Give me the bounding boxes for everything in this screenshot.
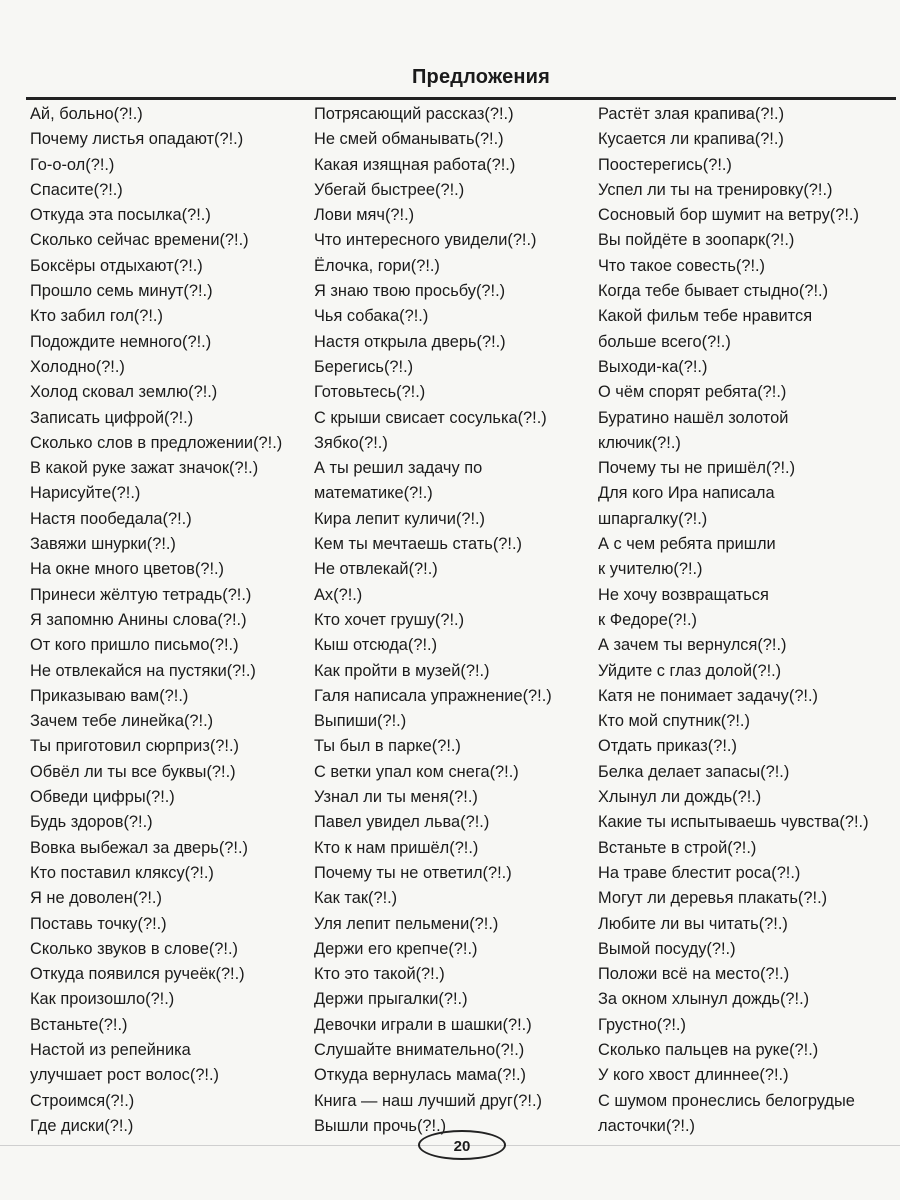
sentence-line: Боксёры отдыхают(?!.) [30,256,203,275]
sentence-line: Будь здоров(?!.) [30,813,153,832]
sentence-line: улучшает рост волос(?!.) [30,1066,219,1085]
page-header [26,62,896,102]
sentence-line: На окне много цветов(?!.) [30,560,225,579]
sentence-line: Сколько звуков в слове(?!.) [30,939,238,958]
sentence-line: Готовьтесь(?!.) [314,383,426,402]
sentence-line: Любите ли вы читать(?!.) [598,914,788,933]
sentence-line: Кира лепит куличи(?!.) [314,509,486,528]
sentence-line: Как так(?!.) [314,889,398,908]
sentence-line: С крыши свисает сосулька(?!.) [314,408,547,427]
sentence-line: к учителю(?!.) [598,560,703,579]
sentence-line: От кого пришло письмо(?!.) [30,636,239,655]
sentence-line: Ты был в парке(?!.) [314,737,461,756]
sentence-line: Какой фильм тебе нравится [598,307,813,326]
sentence-line: Уйдите с глаз долой(?!.) [598,661,782,680]
sentence-line: Уля лепит пельмени(?!.) [314,914,499,933]
sentence-line: Кто мой спутник(?!.) [598,712,750,731]
sentence-line: ключик(?!.) [598,433,681,452]
sentence-line: Сколько слов в предложении(?!.) [30,433,283,452]
sentence-line: больше всего(?!.) [598,332,731,351]
sentence-column-2 [314,102,584,1139]
sentence-line: Грустно(?!.) [598,1015,686,1034]
sentence-line: Держи прыгалки(?!.) [314,990,468,1009]
sentence-line: Галя написала упражнение(?!.) [314,686,552,705]
sentence-line: Я запомню Анины слова(?!.) [30,610,247,629]
sentence-line: Потрясающий рассказ(?!.) [314,105,514,123]
sentence-line: Слушайте внимательно(?!.) [314,1040,525,1059]
sentence-line: Вовка выбежал за дверь(?!.) [30,838,248,857]
sentence-line: Катя не понимает задачу(?!.) [598,686,819,705]
sentence-line: Книга — наш лучший друг(?!.) [314,1091,542,1110]
sentence-line: А с чем ребята пришли [598,535,776,554]
sentence-column-1 [30,102,300,1139]
sentence-line: Павел увидел льва(?!.) [314,813,490,832]
sentence-line: Растёт злая крапива(?!.) [598,105,785,123]
header-rule [26,97,896,100]
page-footer [0,1128,900,1164]
sentence-line: математике(?!.) [314,484,433,503]
sentence-line: Кусается ли крапива(?!.) [598,130,784,149]
sentence-line: Не отвлекайся на пустяки(?!.) [30,661,256,680]
sentence-line: Откуда появился ручеёк(?!.) [30,965,245,984]
sentence-line: Что такое совесть(?!.) [598,256,766,275]
sentence-line: Какая изящная работа(?!.) [314,155,516,174]
sentence-line: Что интересного увидели(?!.) [314,231,537,250]
sentence-line: Как произошло(?!.) [30,990,175,1009]
sentence-line: Строимся(?!.) [30,1091,135,1110]
sentence-line: А зачем ты вернулся(?!.) [598,636,787,655]
sentence-line: Убегай быстрее(?!.) [314,180,465,199]
sentence-line: За окном хлынул дождь(?!.) [598,990,810,1009]
sentence-line: Лови мяч(?!.) [314,206,415,225]
sentence-line: Белка делает запасы(?!.) [598,762,790,781]
sentence-line: О чём спорят ребята(?!.) [598,383,787,402]
sentence-line: На траве блестит роса(?!.) [598,863,801,882]
sentence-line: Где диски(?!.) [30,1116,134,1135]
page-title: Предложения [411,66,551,88]
sentence-line: Приказываю вам(?!.) [30,686,189,705]
sentence-line: Берегись(?!.) [314,357,414,376]
sentence-line: Кто хочет грушу(?!.) [314,610,465,629]
sentence-line: Прошло семь минут(?!.) [30,282,213,301]
sentence-line: С шумом пронеслись белогрудые [598,1091,855,1110]
sentence-line: Когда тебе бывает стыдно(?!.) [598,282,829,301]
sentence-line: Го-о-ол(?!.) [30,155,115,174]
sentence-line: Настой из репейника [30,1040,191,1059]
sentence-line: Холодно(?!.) [30,357,125,376]
sentence-line: Ах(?!.) [314,585,363,604]
sentence-line: Обвёл ли ты все буквы(?!.) [30,762,236,781]
sentence-line: Кто это такой(?!.) [314,965,445,984]
sentence-line: Кыш отсюда(?!.) [314,636,438,655]
sentence-line: Кто забил гол(?!.) [30,307,163,326]
sentence-line: Подождите немного(?!.) [30,332,212,351]
sentence-line: Ай, больно(?!.) [30,105,143,123]
sentence-line: Почему листья опадают(?!.) [30,130,244,149]
sentence-line: Кем ты мечтаешь стать(?!.) [314,535,522,554]
sentence-line: Могут ли деревья плакать(?!.) [598,889,828,908]
sentence-line: Обведи цифры(?!.) [30,788,175,807]
sentence-line: Хлынул ли дождь(?!.) [598,788,762,807]
sentence-line: Почему ты не ответил(?!.) [314,863,512,882]
sentence-line: Вышли прочь(?!.) [314,1116,447,1135]
sentence-line: Вымой посуду(?!.) [598,939,736,958]
sentence-line: Ты приготовил сюрприз(?!.) [30,737,239,756]
sentence-line: Не смей обманывать(?!.) [314,130,504,149]
sentence-line: Ёлочка, гори(?!.) [314,256,440,275]
sentence-line: Чья собака(?!.) [314,307,429,326]
sentence-line: Записать цифрой(?!.) [30,408,194,427]
sentence-line: Держи его крепче(?!.) [314,939,478,958]
sentence-line: шпаргалку(?!.) [598,509,708,528]
sentence-line: А ты решил задачу по [314,459,483,478]
sentence-line: Кто к нам пришёл(?!.) [314,838,479,857]
sentence-line: Не хочу возвращаться [598,585,769,604]
sentence-line: Зачем тебе линейка(?!.) [30,712,214,731]
sentence-line: Вы пойдёте в зоопарк(?!.) [598,231,795,250]
sentence-line: Откуда эта посылка(?!.) [30,206,211,225]
sentence-line: Я не доволен(?!.) [30,889,162,908]
sentence-line: Спасите(?!.) [30,180,123,199]
sentence-line: Буратино нашёл золотой [598,408,789,427]
sentence-line: Поостерегись(?!.) [598,155,732,174]
sentence-line: к Федоре(?!.) [598,610,697,629]
sentence-line: Успел ли ты на тренировку(?!.) [598,180,833,199]
sentence-line: Сколько пальцев на руке(?!.) [598,1040,819,1059]
sentence-line: ласточки(?!.) [598,1116,695,1135]
sentence-line: Откуда вернулась мама(?!.) [314,1066,527,1085]
sentence-line: Как пройти в музей(?!.) [314,661,490,680]
sentence-line: Выпиши(?!.) [314,712,407,731]
sentence-line: Какие ты испытываешь чувства(?!.) [598,813,869,832]
page-number-badge: 20 [418,1130,506,1160]
sentence-line: Выходи-ка(?!.) [598,357,708,376]
sentence-line: Кто поставил кляксу(?!.) [30,863,214,882]
sentence-line: Сосновый бор шумит на ветру(?!.) [598,206,859,225]
sentence-line: Для кого Ира написала [598,484,775,503]
sentence-line: Почему ты не пришёл(?!.) [598,459,796,478]
sentence-line: Завяжи шнурки(?!.) [30,535,176,554]
sentence-line: У кого хвост длиннее(?!.) [598,1066,789,1085]
sentence-line: Холод сковал землю(?!.) [30,383,218,402]
sentence-line: Настя пообедала(?!.) [30,509,192,528]
sentence-line: Я знаю твою просьбу(?!.) [314,282,506,301]
sentence-line: В какой руке зажат значок(?!.) [30,459,259,478]
sentence-line: Нарисуйте(?!.) [30,484,141,503]
sentence-line: Встаньте в строй(?!.) [598,838,757,857]
sentence-line: Сколько сейчас времени(?!.) [30,231,249,250]
sentence-line: Девочки играли в шашки(?!.) [314,1015,532,1034]
sentence-line: Принеси жёлтую тетрадь(?!.) [30,585,252,604]
sentence-line: Настя открыла дверь(?!.) [314,332,506,351]
sentence-line: Встаньте(?!.) [30,1015,128,1034]
sentence-line: Положи всё на место(?!.) [598,965,790,984]
sentence-column-3 [598,102,890,1139]
sentence-line: Поставь точку(?!.) [30,914,167,933]
sentence-line: Узнал ли ты меня(?!.) [314,788,478,807]
sentence-line: Не отвлекай(?!.) [314,560,438,579]
sentence-line: Зябко(?!.) [314,433,388,452]
sentence-line: Отдать приказ(?!.) [598,737,737,756]
sentence-line: С ветки упал ком снега(?!.) [314,762,519,781]
